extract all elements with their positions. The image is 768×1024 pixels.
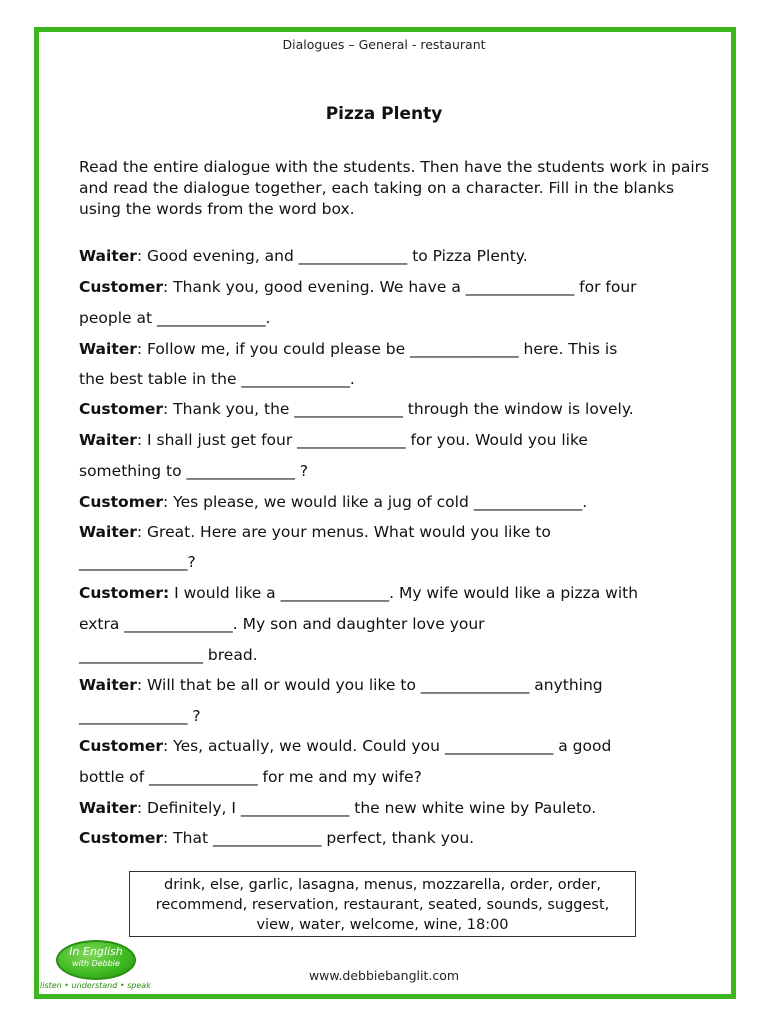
speaker-name: Waiter bbox=[79, 340, 137, 358]
speaker-name: Waiter bbox=[79, 799, 137, 817]
dialogue-text: ______________? bbox=[79, 553, 196, 571]
dialogue-line bbox=[79, 798, 719, 818]
dialogue-text: the best table in the ______________. bbox=[79, 370, 355, 388]
page-header: Dialogues – General - restaurant bbox=[282, 37, 486, 52]
dialogue-line bbox=[79, 552, 719, 572]
speaker-name: Customer bbox=[79, 278, 164, 296]
dialogue-line bbox=[79, 492, 719, 512]
dialogue-line bbox=[79, 828, 719, 848]
dialogue-text: I would like a ______________. My wife would like a pizza with bbox=[169, 584, 639, 602]
speaker-name: Customer bbox=[79, 493, 164, 511]
dialogue-text: something to ______________ ? bbox=[79, 462, 309, 480]
in-english-logo bbox=[40, 938, 160, 994]
dialogue-line bbox=[79, 339, 719, 359]
speaker-name: Waiter bbox=[79, 676, 137, 694]
dialogue-text: : Definitely, I ______________ the new white wine by Pauleto. bbox=[136, 799, 597, 817]
dialogue-line bbox=[79, 430, 719, 450]
dialogue-text: : I shall just get four ______________ for you. Would you like bbox=[136, 431, 588, 449]
dialogue-text: : Great. Here are your menus. What would you like to bbox=[136, 523, 551, 541]
dialogue-line bbox=[79, 522, 719, 542]
dialogue-line bbox=[79, 675, 719, 695]
dialogue-text: people at ______________. bbox=[79, 309, 271, 327]
dialogue-text: ______________ ? bbox=[79, 707, 201, 725]
dialogue-line bbox=[79, 308, 719, 328]
dialogue-line bbox=[79, 277, 719, 297]
logo-tagline: listen • understand • speak bbox=[40, 981, 151, 990]
dialogue-text: : Thank you, the ______________ through the window is lovely. bbox=[163, 400, 634, 418]
dialogue-text: : That ______________ perfect, thank you. bbox=[163, 829, 475, 847]
word-box bbox=[129, 871, 636, 937]
speaker-name: Customer: bbox=[79, 584, 170, 602]
dialogue-text: extra ______________. My son and daughter love your bbox=[79, 615, 485, 633]
dialogue-text: : Good evening, and ______________ to Pizza Plenty. bbox=[136, 247, 528, 265]
dialogue-text: bottle of ______________ for me and my wife? bbox=[79, 768, 422, 786]
logo-title: In English bbox=[69, 945, 123, 958]
dialogue-line bbox=[79, 614, 719, 634]
word-box-line: view, water, welcome, wine, 18:00 bbox=[256, 917, 509, 933]
dialogue-text: ________________ bread. bbox=[79, 646, 258, 664]
speaker-name: Customer bbox=[79, 829, 164, 847]
dialogue-line bbox=[79, 706, 719, 726]
word-box-line: drink, else, garlic, lasagna, menus, mozzarella, order, order, bbox=[164, 877, 601, 893]
speaker-name: Waiter bbox=[79, 431, 137, 449]
instructions: Read the entire dialogue with the students. Then have the students work in pairs and read the dialogue together, each taking on a character. Fill in the blanks using the words from the word box. bbox=[79, 158, 710, 218]
dialogue-line bbox=[79, 461, 719, 481]
dialogue-line bbox=[79, 399, 719, 419]
logo-subtitle: with Debbie bbox=[72, 959, 120, 968]
dialogue-text: : Yes, actually, we would. Could you ______________ a good bbox=[163, 737, 612, 755]
dialogue-text: : Will that be all or would you like to ______________ anything bbox=[136, 676, 603, 694]
dialogue-line bbox=[79, 246, 719, 266]
footer-website: www.debbiebanglit.com bbox=[308, 968, 460, 983]
dialogue-line bbox=[79, 736, 719, 756]
speaker-name: Customer bbox=[79, 400, 164, 418]
page-title: Pizza Plenty bbox=[325, 104, 443, 124]
dialogue-text: : Follow me, if you could please be ______________ here. This is bbox=[136, 340, 618, 358]
dialogue-line bbox=[79, 645, 719, 665]
speaker-name: Waiter bbox=[79, 247, 137, 265]
dialogue-text: : Thank you, good evening. We have a ______________ for four bbox=[163, 278, 637, 296]
dialogue-line bbox=[79, 767, 719, 787]
word-box-line: recommend, reservation, restaurant, seated, sounds, suggest, bbox=[155, 897, 610, 913]
speaker-name: Customer bbox=[79, 737, 164, 755]
dialogue-line bbox=[79, 583, 719, 603]
dialogue-line bbox=[79, 369, 719, 389]
speaker-name: Waiter bbox=[79, 523, 137, 541]
dialogue-text: : Yes please, we would like a jug of cold ______________. bbox=[163, 493, 588, 511]
